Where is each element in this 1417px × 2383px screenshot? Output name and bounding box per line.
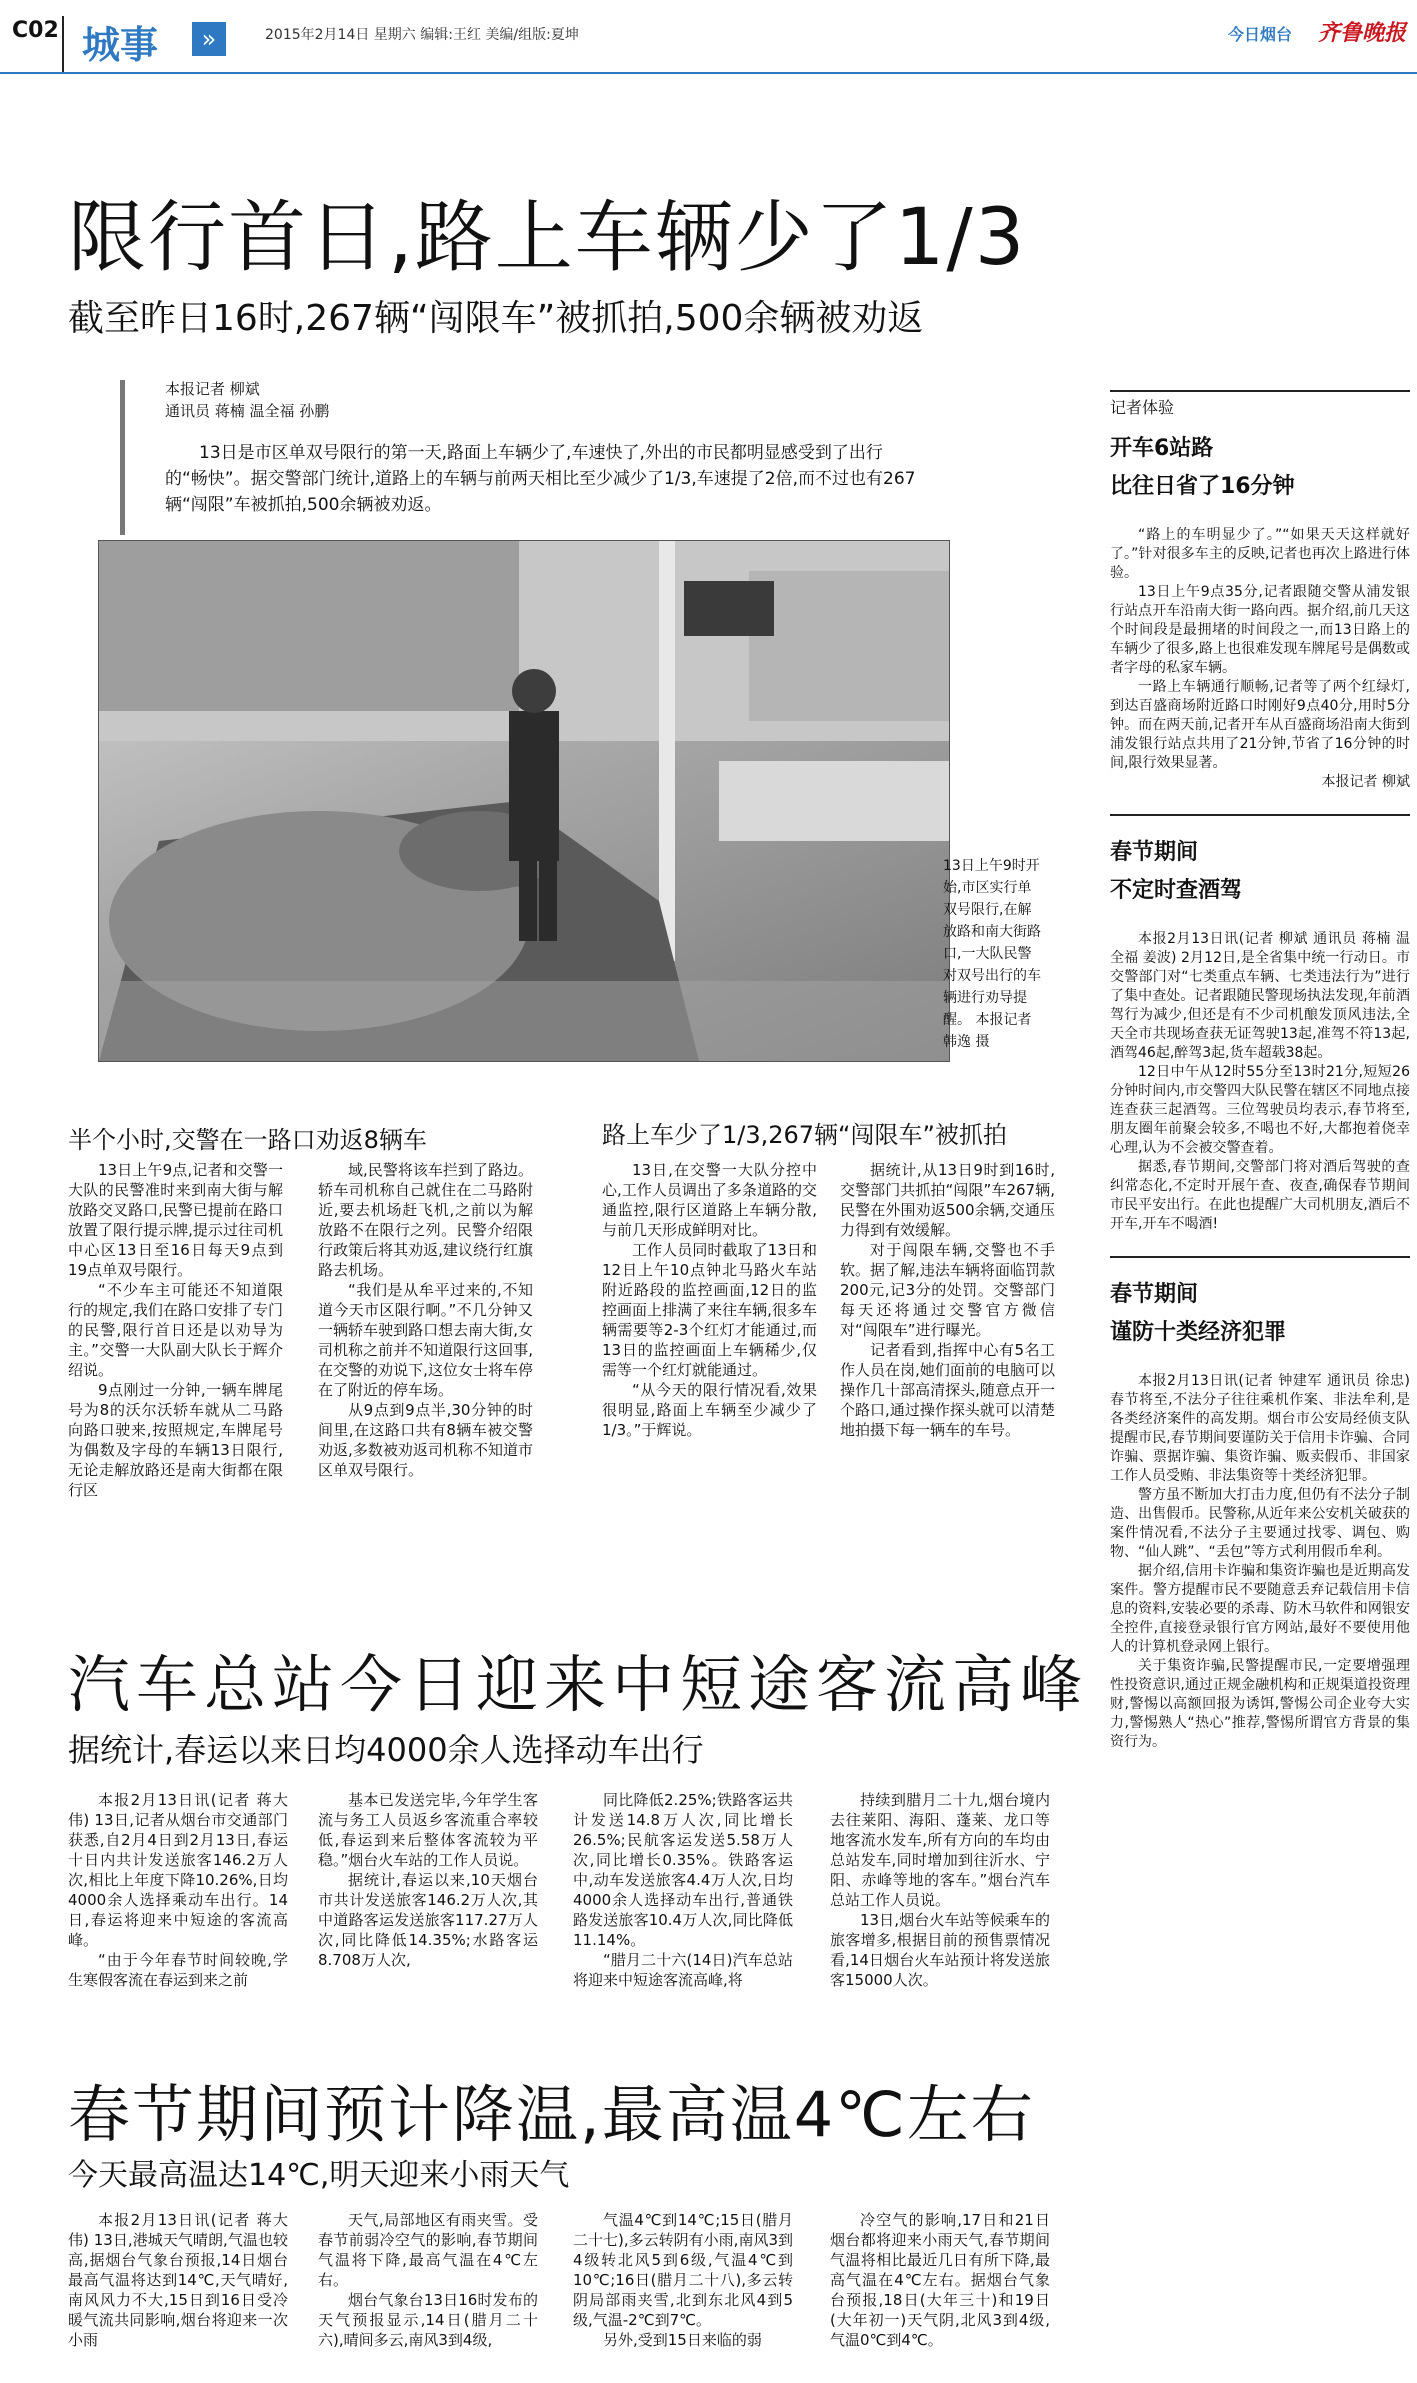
sidebar-label: 记者体验 bbox=[1110, 398, 1175, 417]
story2-headline: 汽车总站今日迎来中短途客流高峰 bbox=[68, 1648, 1089, 1721]
byline-reporter: 本报记者 柳斌 bbox=[165, 380, 260, 398]
story1-byline bbox=[165, 378, 329, 422]
sidebar-signature: 本报记者 柳斌 bbox=[1321, 774, 1410, 790]
story3-headline: 春节期间预计降温,最高温4℃左右 bbox=[68, 2078, 1035, 2151]
paragraph: 13日上午9点35分,记者跟随交警从浦发银行站点开车沿南大街一路向西。据介绍,前几天这个时间段是最拥堵的时间段之一,而13日路上的车辆少了很多,路上也很难发现车牌尾号是偶数或者字母的私家车辆。 bbox=[1110, 584, 1410, 676]
story1-headline: 限行首日,路上车辆少了1/3 bbox=[68, 193, 1027, 283]
paragraph: 持续到腊月二十九,烟台境内去往莱阳、海阳、蓬莱、龙口等地客流水发车,所有方向的车均由总站发车,同时增加到往沂水、宁阳、赤峰等地的客车。”烟台汽车总站工作人员说。 bbox=[830, 1791, 1050, 1909]
paragraph: 同比降低2.25%;铁路客运共计发送14.8万人次,同比增长26.5%;民航客运发送5.58万人次,同比增长0.35%。铁路客运中,动车发送旅客4.4万人次,日均4000余人选择动车出行,普通铁路发送旅客10.4万人次,同比降低11.14%。 bbox=[573, 1791, 793, 1949]
story2-col3 bbox=[573, 1790, 793, 1990]
paragraph: 基本已发送完毕,今年学生客流与务工人员返乡客流重合率较低,春运到来后整体客流较为平稳。”烟台火车站的工作人员说。 bbox=[318, 1791, 538, 1869]
sidebar-divider bbox=[1110, 814, 1410, 816]
paragraph: 记者看到,指挥中心有5名工作人员在岗,她们面前的电脑可以操作几十部高清探头,随意点开一个路口,通过操作探头就可以清楚地拍摄下每一辆车的车号。 bbox=[840, 1341, 1055, 1439]
story3-subhead: 今天最高温达14℃,明天迎来小雨天气 bbox=[68, 2158, 570, 2193]
paragraph: 12日中午从12时55分至13时21分,短短26分钟时间内,市交警四大队民警在辖区不同地点接连查获三起酒驾。三位驾驶员均表示,春节将至,朋友圈年前聚会较多,不喝也不好,大都抱着侥幸心理,认为不会被交警查着。 bbox=[1110, 1064, 1410, 1156]
story2-subhead: 据统计,春运以来日均4000余人选择动车出行 bbox=[68, 1731, 704, 1769]
sidebar-title3 bbox=[1110, 1276, 1410, 1352]
story1-col2 bbox=[318, 1160, 533, 1480]
paragraph: 据统计,从13日9时到16时,交警部门共抓拍“闯限”车267辆,民警在外围劝返500余辆,交通压力得到有效缓解。 bbox=[840, 1161, 1055, 1239]
traffic-police-photo bbox=[99, 541, 949, 1061]
news-photo bbox=[98, 540, 950, 1062]
paragraph: 域,民警将该车拦到了路边。轿车司机称自己就住在二马路附近,要去机场赶飞机,之前以为解放路不在限行之列。民警介绍限行政策后将其劝返,建议绕行红旗路去机场。 bbox=[318, 1161, 533, 1279]
sidebar-body1 bbox=[1110, 526, 1410, 792]
story1-subhead: 截至昨日16时,267辆“闯限车”被抓拍,500余辆被劝返 bbox=[68, 298, 924, 339]
sidebar-title3-line1: 春节期间 bbox=[1110, 1282, 1199, 1307]
sidebar-top-rule bbox=[1110, 390, 1410, 392]
paragraph: “由于今年春节时间较晚,学生寒假客流在春运到来之前 bbox=[68, 1951, 288, 1989]
paragraph: 关于集资诈骗,民警提醒市民,一定要增强理性投资意识,通过正规金融机构和正规渠道投资理财,警惕以高额回报为诱饵,警惕公司企业夸大实力,警惕熟人“热心”推荐,警惕所谓官方背景的集资行为。 bbox=[1110, 1658, 1410, 1750]
story1-col4 bbox=[840, 1160, 1055, 1440]
paragraph: “不少车主可能还不知道限行的规定,我们在路口安排了专门的民警,限行首日还是以劝导为主。”交警一大队副大队长于辉介绍说。 bbox=[68, 1281, 283, 1379]
story1-col1 bbox=[68, 1160, 283, 1500]
story1-col3 bbox=[602, 1160, 817, 1440]
paragraph: 从9点到9点半,30分钟的时间里,在这路口共有8辆车被交警劝返,多数被劝返司机称不知道市区单双号限行。 bbox=[318, 1401, 533, 1479]
paragraph: 一路上车辆通行顺畅,记者等了两个红绿灯,到达百盛商场附近路口时刚好9点40分,用时5分钟。而在两天前,记者开车从百盛商场沿南大街到浦发银行站点共用了21分钟,节省了16分钟的时间,限行效果显著。 bbox=[1110, 679, 1410, 771]
story3-col3 bbox=[573, 2210, 793, 2350]
paragraph: 本报2月13日讯(记者 柳斌 通讯员 蒋楠 温全福 姜波) 2月12日,是全省集中统一行动日。市交警部门对“七类重点车辆、七类违法行为”进行了集中查处。记者跟随民警现场执法发现,年前酒驾行为减少,但还是有不少司机酿发顶风违法,全天全市共现场查获无证驾驶13起,准驾不符13起,酒驾46起,醉驾3起,货车超载38起。 bbox=[1110, 931, 1410, 1061]
newspaper-logo: 齐鲁晚报 bbox=[1318, 21, 1407, 46]
paragraph: 据介绍,信用卡诈骗和集资诈骗也是近期高发案件。警方提醒市民不要随意丢弃记载信用卡信息的资料,安装必要的杀毒、防木马软件和网银安全控件,直接登录银行官方网站,最好不要使用他人的计算机登录网上银行。 bbox=[1110, 1563, 1410, 1655]
today-label: 今日烟台 bbox=[1228, 25, 1293, 44]
sidebar-divider bbox=[1110, 1256, 1410, 1258]
sidebar-title2 bbox=[1110, 834, 1410, 910]
paragraph: 冷空气的影响,17日和21日烟台都将迎来小雨天气,春节期间气温将相比最近几日有所下降,最高气温在4℃左右。据烟台气象台预报,18日(大年三十)和19日(大年初一)天气阴,北风3到4级,气温0℃到4℃。 bbox=[830, 2211, 1050, 2349]
header-rule bbox=[0, 72, 1417, 74]
sidebar-title1 bbox=[1110, 430, 1410, 506]
paragraph: 据统计,春运以来,10天烟台市共计发送旅客146.2万人次,其中道路客运发送旅客117.27万人次,同比降低14.35%;水路客运8.708万人次, bbox=[318, 1871, 538, 1969]
paragraph: 本报2月13日讯(记者 钟建军 通讯员 徐忠) 春节将至,不法分子往往乘机作案、非法牟利,是各类经济案件的高发期。烟台市公安局经侦支队提醒市民,春节期间要谨防关于信用卡诈骗、合同诈骗、票据诈骗、集资诈骗、贩卖假币、非国家工作人员受贿、非法集资等十类经济犯罪。 bbox=[1110, 1373, 1410, 1484]
sidebar-title2-line1: 春节期间 bbox=[1110, 840, 1199, 865]
paragraph: “我们是从牟平过来的,不知道今天市区限行啊。”不几分钟又一辆轿车驶到路口想去南大街,女司机称之前并不知道限行这回事,在交警的劝说下,这位女士将车停在了附近的停车场。 bbox=[318, 1281, 533, 1399]
story3-col1 bbox=[68, 2210, 288, 2350]
lead-bar bbox=[120, 380, 125, 535]
paragraph: 据悉,春节期间,交警部门将对酒后驾驶的查纠常态化,不定时开展午查、夜查,确保春节期间市民平安出行。在此也提醒广大司机朋友,酒后不开车,开车不喝酒! bbox=[1110, 1159, 1410, 1232]
story2-col1 bbox=[68, 1790, 288, 1990]
paragraph: 13日上午9点,记者和交警一大队的民警准时来到南大街与解放路交叉路口,民警已提前在路口放置了限行提示牌,提示过往司机中心区13日至16日每天9点到19点单双号限行。 bbox=[68, 1161, 283, 1279]
story3-col4 bbox=[830, 2210, 1050, 2350]
sidebar-title1-line2: 比往日省了16分钟 bbox=[1110, 474, 1295, 499]
sidebar-title1-line1: 开车6站路 bbox=[1110, 436, 1214, 461]
paragraph: “从今天的限行情况看,效果很明显,路面上车辆至少减少了1/3。”于辉说。 bbox=[602, 1381, 817, 1439]
paragraph: “腊月二十六(14日)汽车总站将迎来中短途客流高峰,将 bbox=[573, 1951, 793, 1989]
header-divider bbox=[62, 16, 64, 72]
paragraph: 气温4℃到14℃;15日(腊月二十七),多云转阴有小雨,南风3到4级转北风5到6级,气温4℃到10℃;16日(腊月二十八),多云转阴局部雨夹雪,北到东北风4到5级,气温-2℃到7℃。 bbox=[573, 2211, 793, 2329]
photo-caption: 13日上午9时开始,市区实行单双号限行,在解放路和南大街路口,一大队民警对双号出行的车辆进行劝导提醒。 本报记者 韩逸 摄 bbox=[943, 858, 1041, 1050]
paragraph: 警方虽不断加大打击力度,但仍有不法分子制造、出售假币。民警称,从近年来公安机关破获的案件情况看,不法分子主要通过找零、调包、购物、“仙人跳”、“丢包”等方式利用假币牟利。 bbox=[1110, 1487, 1410, 1560]
paragraph: 本报2月13日讯(记者 蒋大伟) 13日,记者从烟台市交通部门获悉,自2月4日到2月13日,春运十日内共计发送旅客146.2万人次,相比上年度下降10.26%,日均4000余人选择乘动车出行。14日,春运将迎来中短途的客流高峰。 bbox=[68, 1791, 288, 1949]
sidebar-title2-line2: 不定时查酒驾 bbox=[1110, 878, 1243, 903]
paragraph: 13日,烟台火车站等候乘车的旅客增多,根据目前的预售票情况看,14日烟台火车站预计将发送旅客15000人次。 bbox=[830, 1911, 1050, 1989]
paragraph: 9点刚过一分钟,一辆车牌尾号为8的沃尔沃轿车就从二马路向路口驶来,按照规定,车牌尾号为偶数及字母的车辆13日限行,无论走解放路还是南大街都在限行区 bbox=[68, 1381, 283, 1499]
page-header bbox=[0, 0, 1417, 80]
sidebar-body3 bbox=[1110, 1372, 1410, 1752]
byline-correspondents: 通讯员 蒋楠 温全福 孙鹏 bbox=[165, 402, 330, 420]
paragraph: 天气,局部地区有雨夹雪。受春节前弱冷空气的影响,春节期间气温将下降,最高气温在4℃左右。 bbox=[318, 2211, 538, 2289]
paragraph: 本报2月13日讯(记者 蒋大伟) 13日,港城天气晴朗,气温也较高,据烟台气象台预报,14日烟台最高气温将达到14℃,天气晴好,南风风力不大,15日到16日受冷暖气流共同影响,烟台将迎来一次小雨 bbox=[68, 2211, 288, 2349]
paragraph: “路上的车明显少了。”“如果天天这样就好了。”针对很多车主的反映,记者也再次上路进行体验。 bbox=[1110, 527, 1410, 581]
story1-subsection-left: 半个小时,交警在一路口劝返8辆车 bbox=[68, 1126, 427, 1154]
page-number: C02 bbox=[12, 18, 59, 43]
paragraph: 工作人员同时截取了13日和12日上午10点钟北马路火车站附近路段的监控画面,12日的监控画面上排满了来往车辆,很多车辆需要等2-3个红灯才能通过,而13日的监控画面上车辆稀少,仅需等一个红灯就能通过。 bbox=[602, 1241, 817, 1379]
sidebar-title3-line2: 谨防十类经济犯罪 bbox=[1110, 1320, 1287, 1345]
story3-col2 bbox=[318, 2210, 538, 2350]
issue-meta: 2015年2月14日 星期六 编辑:王红 美编/组版:夏坤 bbox=[265, 27, 579, 43]
story2-col2 bbox=[318, 1790, 538, 1970]
paragraph: 13日,在交警一大队分控中心,工作人员调出了多条道路的交通监控,限行区道路上车辆分散,与前几天形成鲜明对比。 bbox=[602, 1161, 817, 1239]
story1-subsection-right: 路上车少了1/3,267辆“闯限车”被抓拍 bbox=[602, 1121, 1007, 1149]
sidebar bbox=[1110, 395, 1410, 1752]
section-title: 城事 bbox=[82, 23, 159, 67]
story1-lead: 13日是市区单双号限行的第一天,路面上车辆少了,车速快了,外出的市民都明显感受到了出行的“畅快”。据交警部门统计,道路上的车辆与前两天相比至少减少了1/3,车速提了2倍,而不过也有267辆“闯限”车被抓拍,500余辆被劝返。 bbox=[165, 443, 916, 515]
paragraph: 另外,受到15日来临的弱 bbox=[603, 2331, 762, 2349]
paragraph: 烟台气象台13日16时发布的天气预报显示,14日(腊月二十六),晴间多云,南风3到4级, bbox=[318, 2291, 538, 2349]
story2-col4 bbox=[830, 1790, 1050, 1990]
paragraph: 对于闯限车辆,交警也不手软。据了解,违法车辆将面临罚款200元,记3分的处罚。交警部门每天还将通过交警官方微信对“闯限车”进行曝光。 bbox=[840, 1241, 1055, 1339]
chevron-right-icon: » bbox=[192, 22, 226, 56]
sidebar-body2 bbox=[1110, 930, 1410, 1234]
